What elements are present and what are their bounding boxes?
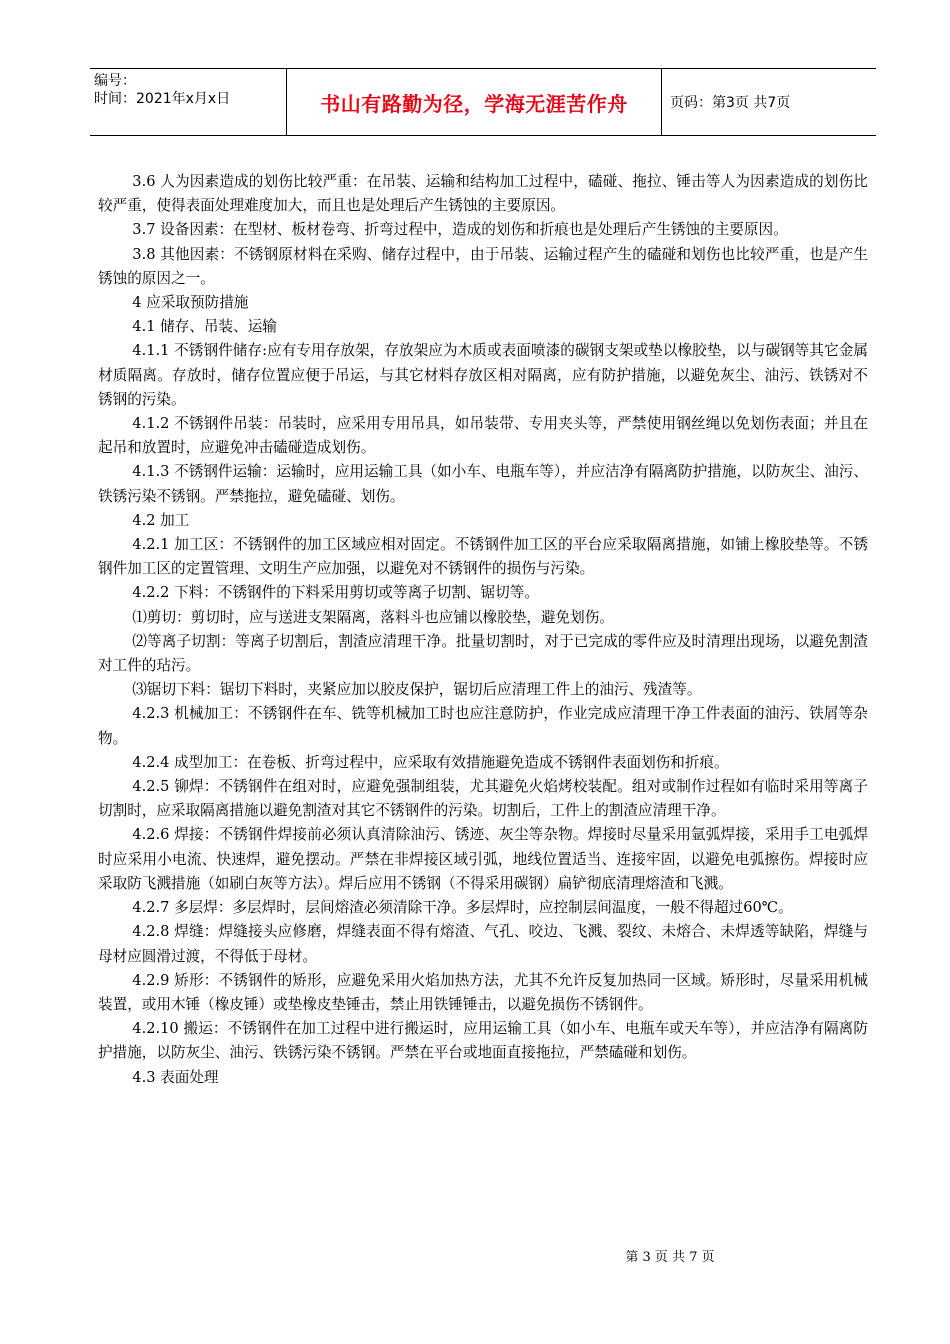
document-body xyxy=(98,170,868,1090)
section-heading: 4 应采取预防措施 xyxy=(132,294,249,312)
subsection-heading: 4.3 表面处理 xyxy=(132,1068,219,1086)
header-meta xyxy=(90,69,286,135)
paragraph: 4.2.3 机械加工：不锈钢件在车、铣等机械加工时也应注意防护，作业完成应清理干净工件表面的油污、铁屑等杂物。 xyxy=(98,705,868,747)
paragraph: 4.2.1 加工区：不锈钢件的加工区域应相对固定。不锈钢件加工区的平台应采取隔离措施，如铺上橡胶垫等。不锈钢件加工区的定置管理、文明生产应加强，以避免对不锈钢件的损伤与污染。 xyxy=(98,536,868,578)
page-footer: 第 3 页 共 7 页 xyxy=(625,1250,715,1265)
document-date: 时间：2021年x月x日 xyxy=(94,91,231,107)
document-number-label: 编号： xyxy=(94,73,136,89)
paragraph: 3.6 人为因素造成的划伤比较严重：在吊装、运输和结构加工过程中，磕碰、拖拉、锤击等人为因素造成的划伤比较严重，使得表面处理难度加大，而且也是处理后产生锈蚀的主要原因。 xyxy=(98,173,868,215)
paragraph: 3.8 其他因素：不锈钢原材料在采购、储存过程中，由于吊装、运输过程产生的磕碰和划伤也比较严重，也是产生锈蚀的原因之一。 xyxy=(98,245,868,287)
paragraph: 4.2.4 成型加工：在卷板、折弯过程中，应采取有效措施避免造成不锈钢件表面划伤和折痕。 xyxy=(132,753,729,771)
paragraph: 3.7 设备因素：在型材、板材卷弯、折弯过程中，造成的划伤和折痕也是处理后产生锈蚀的主要原因。 xyxy=(132,221,788,239)
paragraph: ⑵等离子切割：等离子切割后，割渣应清理干净。批量切割时，对于已完成的零件应及时清理出现场，以避免割渣对工件的玷污。 xyxy=(98,632,868,675)
paragraph: 4.1.3 不锈钢件运输：运输时，应用运输工具（如小车、电瓶车等），并应洁净有隔离防护措施，以防灰尘、油污、铁锈污染不锈钢。严禁拖拉，避免磕碰、划伤。 xyxy=(98,463,868,505)
page-header xyxy=(90,68,876,136)
paragraph: 4.1.2 不锈钢件吊装：吊装时，应采用专用吊具，如吊装带、专用夹头等，严禁使用钢丝绳以免划伤表面；并且在起吊和放置时，应避免冲击磕碰造成划伤。 xyxy=(98,415,868,457)
paragraph: ⑶锯切下料：锯切下料时，夹紧应加以胶皮保护，锯切后应清理工件上的油污、残渣等。 xyxy=(132,681,702,699)
paragraph: 4.2.5 铆焊：不锈钢件在组对时，应避免强制组装，尤其避免火焰烤校装配。组对或制作过程如有临时采用等离子切割时，应采取隔离措施以避免割渣对其它不锈钢件的污染。切割后，工件上的割渣应清理干净。 xyxy=(98,778,868,820)
header-page-info: 页码：第3页 共7页 xyxy=(670,95,791,111)
paragraph: 4.2.7 多层焊：多层焊时，层间熔渣必须清除干净。多层焊时，应控制层间温度，一般不得超过60℃。 xyxy=(132,899,793,917)
paragraph: 4.2.6 焊接：不锈钢件焊接前必须认真清除油污、锈迹、灰尘等杂物。焊接时尽量采用氩弧焊接，采用手工电弧焊时应采用小电流、快速焊，避免摆动。严禁在非焊接区域引弧，地线位置适当、连接牢固，以避免电弧擦伤。焊接时应采取防飞溅措施（如刷白灰等方法）。焊后应用不锈钢（不得采用碳钢）扁铲彻底清理熔渣和飞溅。 xyxy=(98,826,868,892)
paragraph: ⑴剪切：剪切时，应与送进支架隔离，落料斗也应铺以橡胶垫，避免划伤。 xyxy=(132,608,614,626)
paragraph: 4.2.8 焊缝：焊缝接头应修磨，焊缝表面不得有熔渣、气孔、咬边、飞溅、裂纹、未熔合、未焊透等缺陷，焊缝与母材应圆滑过渡，不得低于母材。 xyxy=(98,923,868,965)
header-motto: 书山有路勤为径，学海无涯苦作舟 xyxy=(286,69,662,135)
paragraph: 4.2.10 搬运：不锈钢件在加工过程中进行搬运时，应用运输工具（如小车、电瓶车或天车等），并应洁净有隔离防护措施，以防灰尘、油污、铁锈污染不锈钢。严禁在平台或地面直接拖拉，严禁磕碰和划伤。 xyxy=(98,1020,868,1062)
subsection-heading: 4.2 加工 xyxy=(132,511,190,529)
paragraph: 4.1.1 不锈钢件储存:应有专用存放架，存放架应为木质或表面喷漆的碳钢支架或垫以橡胶垫，以与碳钢等其它金属材质隔离。存放时，储存位置应便于吊运，与其它材料存放区相对隔离，应有防护措施，以避免灰尘、油污、铁锈对不锈钢的污染。 xyxy=(98,342,868,408)
paragraph: 4.2.2 下料：不锈钢件的下料采用剪切或等离子切割、锯切等。 xyxy=(132,584,539,602)
paragraph: 4.2.9 矫形：不锈钢件的矫形，应避免采用火焰加热方法，尤其不允许反复加热同一区域。矫形时，尽量采用机械装置，或用木锤（橡皮锤）或垫橡皮垫锤击，禁止用铁锤锤击，以避免损伤不锈钢件。 xyxy=(98,971,868,1013)
subsection-heading: 4.1 储存、吊装、运输 xyxy=(132,318,277,336)
